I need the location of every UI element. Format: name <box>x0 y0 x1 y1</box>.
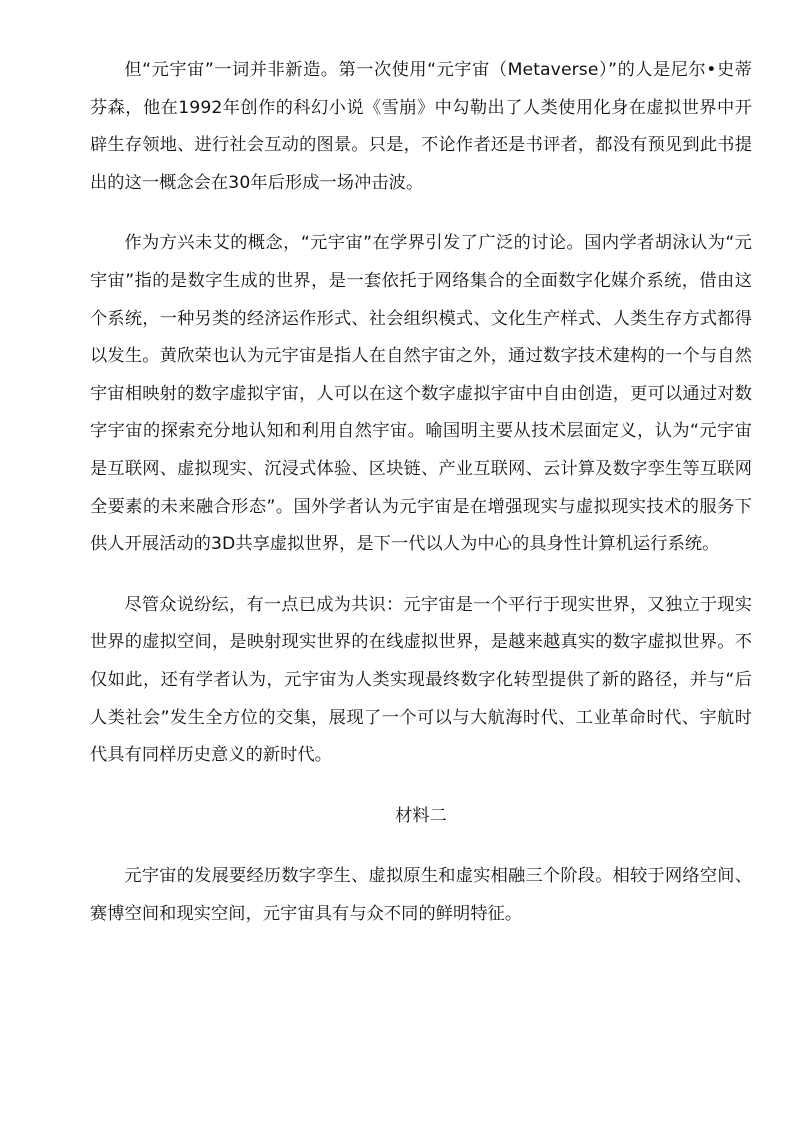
paragraph-spacer <box>90 564 752 587</box>
paragraph-2: 作为方兴未艾的概念，“元宇宙”在学界引发了广泛的讨论。国内学者胡泳认为“元宇宙”指的是数字生成的世界，是一套依托于网络集合的全面数字化媒介系统，借由这个系统，一种另类的经济运作形式、社会组织模式、文化生产样式、人类生存方式都得以发生。黄欣荣也认为元宇宙是指人在自然宇宙之外，通过数字技术建构的一个与自然宇宙相映射的数字虚拟宇宙，人可以在这个数字虚拟宇宙中自由创造，更可以通过对数字宇宙的探索充分地认知和利用自然宇宙。喻国明主要从技术层面定义，认为“元宇宙是互联网、虚拟现实、沉浸式体验、区块链、产业互联网、云计算及数字孪生等互联网全要素的未来融合形态”。国外学者认为元宇宙是在增强现实与虚拟现实技术的服务下供人开展活动的3D共享虚拟世界，是下一代以人为中心的具身性计算机运行系统。 <box>90 233 752 555</box>
paragraph-spacer <box>90 835 752 858</box>
document-body <box>90 52 752 933</box>
paragraph-spacer <box>90 775 752 798</box>
paragraph-spacer <box>90 202 752 225</box>
paragraph-4: 元宇宙的发展要经历数字孪生、虚拟原生和虚实相融三个阶段。相较于网络空间、赛博空间和现实空间，元宇宙具有与众不同的鲜明特征。 <box>90 866 752 924</box>
section-heading: 材料二 <box>395 805 447 826</box>
paragraph-3: 尽管众说纷纭，有一点已成为共识：元宇宙是一个平行于现实世界，又独立于现实世界的虚拟空间，是映射现实世界的在线虚拟世界，是越来越真实的数字虚拟世界。不仅如此，还有学者认为，元宇宙为人类实现最终数字化转型提供了新的路径，并与“后人类社会”发生全方位的交集，展现了一个可以与大航海时代、工业革命时代、宇航时代具有同样历史意义的新时代。 <box>90 594 752 766</box>
paragraph-1: 但“元宇宙”一词并非新造。第一次使用“元宇宙（Metaverse）”的人是尼尔•史蒂芬森，他在1992年创作的科幻小说《雪崩》中勾勒出了人类使用化身在虚拟世界中开辟生存领地、进行社会互动的图景。只是，不论作者还是书评者，都没有预见到此书提出的这一概念会在30年后形成一场冲击波。 <box>90 60 752 193</box>
